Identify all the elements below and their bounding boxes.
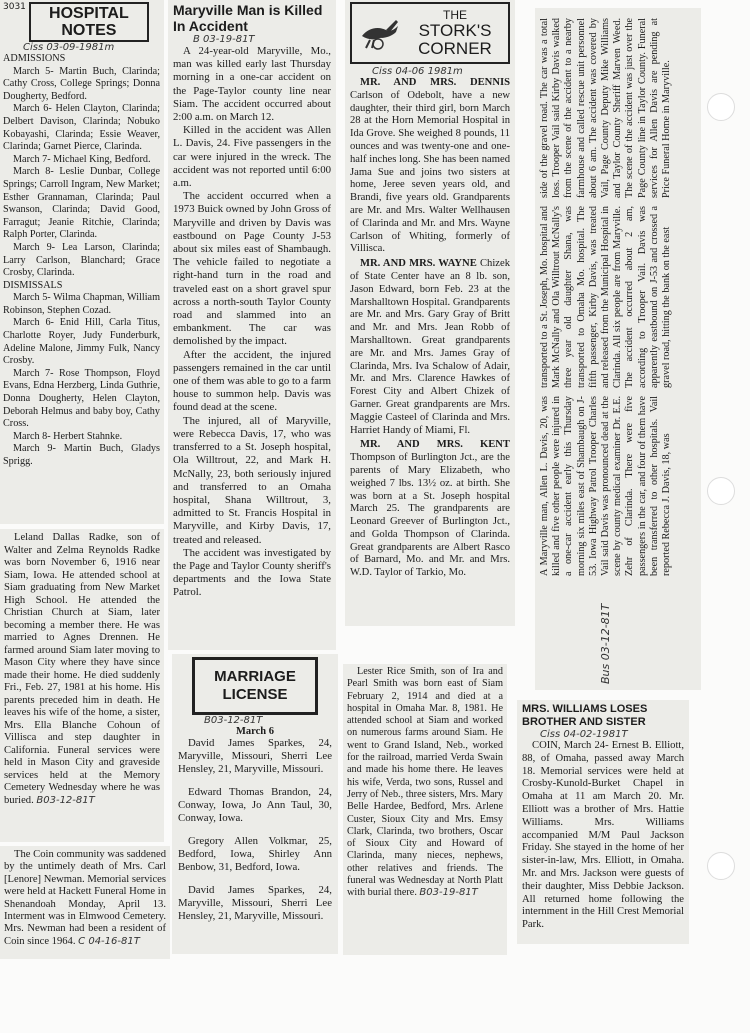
dismissal-entry: March 7- Rose Thompson, Floyd Evans, Edna Herzberg, Linda Guthrie, Donna Dougherty, Helen Clayton, Deborah Helmus and baby boy, Cathy Cross. xyxy=(3,367,160,430)
accident-paragraph: Killed in the accident was Allen L. Davis, 24. Five passengers in the car were injured in the wreck. The accident was not reported until 6:00 a.m. xyxy=(173,124,331,190)
punch-hole xyxy=(707,477,735,505)
newman-notice-body xyxy=(4,849,166,948)
accident-paragraph: A 24-year-old Maryville, Mo., man was killed early last Thursday morning in a one-car accident on the Page-Taylor county line near Siam. The accident occurred about 2:00 a.m. on March 12. xyxy=(173,45,331,124)
storks-title-line: CORNER xyxy=(418,39,492,58)
license-date: March 6 xyxy=(235,726,274,737)
accident-paragraph: After the accident, the injured passengers remained in the car until one of them was able to go to a farm house to summon help. Davis was found dead at the scene. xyxy=(173,348,332,414)
dismissal-entry: March 6- Enid Hill, Carla Titus, Charlotte Royer, Judy Funderburk, Adeline Malone, Jimmy Fulk, Nancy Crosby. xyxy=(3,317,160,367)
rotated-column: A Maryville man, Allen L. Davis, 20, was killed and five other people were injured in a one-car accident early this Thursday morning six miles east of Shambaugh on J-53. Iowa Highway Patrol Trooper Charles Vail said Davis was pronounced dead at the scene by county medical examiner Dr. E.E. Zehr of Clarinda. There were five passengers in the car, and four of them have been transferred to other hospitals. Vail reported Rebecca J. Davis, 18, was xyxy=(539,396,673,576)
newman-notice-text: The Coin community was saddened by the untimely death of Mrs. Carl [Lenore] Newman. Memorial services were held at Hackett Funeral Home in Shenandoah Monday, April 13. Interment was in Elmwood Cemetery. Mrs. Newman had been a resident of Coin since 1964. xyxy=(4,849,166,947)
hospital-notes-body xyxy=(3,53,160,469)
admission-entry: March 7- Michael King, Bedford. xyxy=(13,153,151,165)
dismissal-entry: March 8- Herbert Stahnke. xyxy=(13,430,123,442)
birth-announcement-lead: MR. AND MRS. WAYNE xyxy=(360,258,477,270)
radke-obituary-text: Leland Dallas Radke, son of Walter and Zelma Reynolds Radke was born November 6, 1916 near Siam, Iowa. He attended school at Siam graduating from New Market High School. He attended the Christian Church at Siam, later becoming a member there. He was married to Agnes Drennen. He farmed around Siam later moving to Mason City where they have since made their home. He died suddenly Fri., Feb. 27, 1981 at his home. His parents preceded him in death. He leaves his wife of the home, a sister, Mrs. Ella Blanche Cohoun of Villisca and step daughter in California. Funeral services were held in Mason City and graveside services held at the Memory Cemetery Wednesday where he was buried. xyxy=(4,532,160,806)
dismissal-entry: March 9- Martin Buch, Gladys Sprigg. xyxy=(3,443,160,467)
rotated-column: transported to a St. Joseph, Mo. hospital and Mark McNally and Ola Willtrout McNally's three year old daughter Shana, was transported to Omaha Mo. hospital. The fifth passenger, Kirby Davis, was treated and released from the Municipal Hospital in Clarinda. All six people are from Maryville. The accident occurred about 2 am, according to Trooper Vail. Davis was apparently eastbound on J-53 and crossed a gravel road, hitting the bank on the east xyxy=(539,206,673,388)
storks-title-line: THE xyxy=(443,8,467,22)
dismissals-heading: DISMISSALS xyxy=(3,279,63,291)
accident-paragraph: The accident occurred when a 1973 Buick owned by John Gross of Maryville and driven by Davis was eastbound on Page County J-53 about six miles east of Shambaugh. The vehicle failed to negotiate a right-hand turn in the road and traveled east on a short gravel spur across a north-south Taylor County road and slammed into an embankment. The car was demolished by the impact. xyxy=(173,190,331,348)
radke-obituary-body xyxy=(4,532,160,807)
dismissal-entry: March 5- Wilma Chapman, William Robinson, Stephen Cozad. xyxy=(3,292,160,316)
admission-entry: March 6- Helen Clayton, Clarinda; Delbert Davison, Clarinda; Nobuko Kobayashi, Clarinda; Essie Weaver, Clarinda; Garnet Pierce, Clarinda. xyxy=(3,103,160,153)
handwritten-date: B03-19-81T xyxy=(419,887,478,899)
hospital-notes-clipping xyxy=(0,0,164,524)
punch-hole xyxy=(707,852,735,880)
storks-corner-clipping xyxy=(345,0,515,626)
accident-body xyxy=(173,45,331,600)
radke-obituary-clipping xyxy=(0,529,164,842)
handwritten-date: Bus 03-12-81T xyxy=(599,603,612,684)
admission-entry: March 5- Martin Buch, Clarinda; Cathy Cross, College Springs; Donna Dougherty, Bedford. xyxy=(3,65,160,102)
birth-announcement-text: Carlson of Odebolt, have a new daughter, their third girl, born March 28 at the Horn Memorial Hospital in Ida Grove. She weighed 8 pounds, 11 ounces and was twenty-one and one-half inches long. She has been named Jama Sue and joins two sisters at home, Jeree seven years old, and Brandi, five years old. Grandparents are Mr. and Mrs. Walter Wellhausen of Clarinda and Mr. and Mrs. Wayne Carlson of Whiting, formerly of Villisca. xyxy=(350,89,510,255)
hospital-notes-title: HOSPITAL NOTES xyxy=(29,2,149,42)
storks-corner-body xyxy=(350,77,510,580)
smith-obituary-text: Lester Rice Smith, son of Ira and Pearl Smith was born east of Siam February 2, 1914 and died at a hospital in Omaha Mar. 8, 1981. He attended school at Siam and worked on numerous farms around Siam. He went to Grand Island, Neb., worked for the railroad, married Verda Swain and made his home there. He leaves his wife, Verda, two sons, Russel and Jerry of Neb., three sisters, Mrs. Mary Belle Hardee, Bedford, Mrs. Arlene Custer, Sioux City and Mrs. Emsy Clark, Clarinda, two brothers, Oscar of Sioux City and Howard of Clarinda, many nieces, nephews, other relatives and friends. The funeral was Wednesday at North Platt with burial there. xyxy=(347,666,503,899)
rotated-accident-body xyxy=(535,8,701,690)
handwritten-date: B 03-19-81T xyxy=(193,34,255,45)
handwritten-date: B03-12-81T xyxy=(204,715,263,726)
license-entry: Edward Thomas Brandon, 24, Conway, Iowa, Jo Ann Taul, 30, Conway, Iowa. xyxy=(178,786,332,824)
handwritten-date: Ciss 03-09-1981m xyxy=(23,42,115,53)
marriage-license-body xyxy=(178,737,332,923)
rotated-column: side of the gravel road. The car was a total loss. Trooper Vail said Kirby Davis walked from the scene of the accident to a nearby farmhouse and called rescue unit personnel about 6 am. The accident was covered by Vail, Page County Deputy Mike Williams and Taylor County Sheriff Marven Weed. The scene of the accident was just over the Page County line in Taylor County. Funeral services for Allen Davis are pending at Price Funeral Home in Maryville. xyxy=(539,18,673,198)
rotated-accident-clipping xyxy=(535,8,701,690)
smith-obituary-body xyxy=(347,666,503,900)
page-number: 3031 xyxy=(3,2,26,12)
admission-entry: March 9- Lea Larson, Clarinda; Larry Carlson, Blanchard; Grace Crosby, Clarinda. xyxy=(3,241,160,279)
admissions-heading: ADMISSIONS xyxy=(3,53,66,64)
smith-obituary-clipping xyxy=(343,664,507,955)
license-entry: David James Sparkes, 24, Maryville, Missouri, Sherri Lee Hensley, 21, Maryville, Missouri. xyxy=(178,884,332,922)
birth-announcement-lead: MR. AND MRS. KENT xyxy=(360,439,510,451)
handwritten-date: B03-12-81T xyxy=(36,794,95,806)
marriage-license-clipping xyxy=(172,654,338,954)
punch-hole xyxy=(707,93,735,121)
license-entry: Gregory Allen Volkmar, 25, Bedford, Iowa, Shirley Ann Benbow, 31, Bedford, Iowa. xyxy=(178,835,332,873)
accident-headline: Maryville Man is Killed In Accident xyxy=(173,2,323,34)
birth-announcement-text: Chizek of State Center have an 8 lb. son, Jason Edward, born Feb. 23 at the Marshalltown Hospital. Grandparents are Mr. and Mrs. Gary Gray of Britt and Mr. and Mrs. Jean Robb of Marshalltown. Great grandparents are Mr. and Mrs. James Gray of Clarinda, Mrs. Iva Schalow of Adair, Mr. and Mrs. Clarence Hawkes of Forest City and Albert Chizek of Garner. Great grandparents are Mrs. Maggie Casteel of Clarinda and Mrs. Harriet Handy of Miami, Fl. xyxy=(350,258,510,436)
license-entry: David James Sparkes, 24, Maryville, Missouri, Sherri Lee Hensley, 21, Maryville, Missouri. xyxy=(178,737,332,775)
handwritten-date: Ciss 04-02-1981T xyxy=(540,729,628,740)
storks-corner-header xyxy=(350,2,510,64)
accident-article-clipping xyxy=(168,0,336,650)
storks-title-line: STORK'S xyxy=(418,21,492,40)
birth-announcement-lead: MR. AND MRS. DENNIS xyxy=(360,77,510,88)
stork-icon xyxy=(356,10,402,56)
marriage-license-title: MARRIAGE LICENSE xyxy=(192,657,318,715)
handwritten-date: Ciss 04-06 1981m xyxy=(372,66,463,77)
williams-notice-body xyxy=(522,740,684,932)
williams-notice-text: COIN, March 24- Ernest B. Elliott, 88, of Omaha, passed away March 18. Memorial services were held at Crosby-Kunold-Burket Chapel in Omaha at 11 am March 20. Mr. Elliott was a brother of Mrs. Hattie Williams. Mrs. Williams accompanied M/M Paul Jackson Friday. She stayed in the home of her sister-in-law, Mrs. Elliott, in Omaha. Mr. and Mrs. Jackson were guests of their daughter, Miss Debbie Jackson. All returned home following the internment in the Hill Crest Memorial Park. xyxy=(522,740,684,931)
williams-notice-clipping xyxy=(517,700,689,944)
rotated-date-strip xyxy=(539,576,697,684)
handwritten-date: C 04-16-81T xyxy=(78,935,140,947)
accident-paragraph: The injured, all of Maryville, were Rebecca Davis, 17, who was transferred to a St. Joseph hospital, Ola Willtrout, 22, and Mark H. McNally, 23, both seriously injured and transferred to an Omaha hospital, Shana Willtrout, 3, admitted to St. Francis Hospital in Maryville, and Kirby Davis, 17, treated and released. xyxy=(173,414,331,546)
newman-notice-clipping xyxy=(0,846,170,959)
admission-entry: March 8- Leslie Dunbar, College Springs; Carroll Ingram, New Market; Esther Grannaman, Clarinda; Paul Swanson, Clarinda; David Good, Farragut; Jeanie Ritchie, Clarinda; Ralph Porter, Clarinda. xyxy=(3,166,160,241)
accident-paragraph: The accident was investigated by the Page and Taylor County sheriff's departments and the Iowa State Patrol. xyxy=(173,546,331,599)
birth-announcement-text: Thompson of Burlington Jct., are the parents of Mary Elizabeth, who weighed 7 lbs. 13½ oz. at birth. She was born at a St. Joseph hospital March 25. The grandparents are Leonard Greever of Burlington Jct., and Golda Thompson of Clarinda. Great grandparents are Albert Rasco of Barnard, Mo. and Mr. and Mrs. W.D. Taylor of Tarkio, Mo. xyxy=(350,452,510,579)
williams-headline: MRS. WILLIAMS LOSES BROTHER AND SISTER xyxy=(522,703,648,728)
